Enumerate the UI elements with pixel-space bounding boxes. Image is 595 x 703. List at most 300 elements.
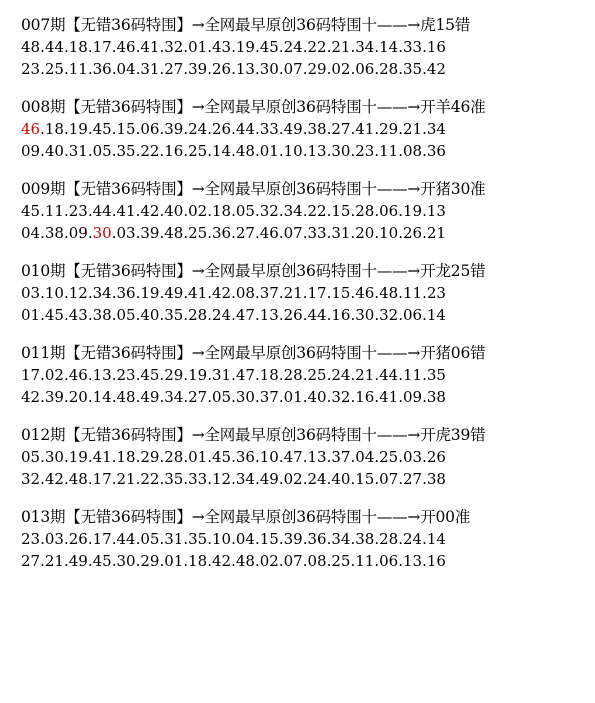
number-cell: 23 [355,142,375,160]
number-cell: 45 [259,38,279,56]
number-row [21,468,591,490]
number-separator: . [183,60,189,78]
number-cell: 34 [164,388,184,406]
number-cell: 24 [188,120,208,138]
number-separator: . [231,306,236,324]
number-cell: 47 [235,306,255,324]
number-separator: . [87,38,93,56]
number-cell: 05 [92,142,112,160]
number-separator: . [326,120,332,138]
number-cell: 21 [426,224,446,242]
period-block [21,424,591,490]
number-cell: 02 [331,60,351,78]
number-separator: . [207,142,212,160]
number-cell: 10 [283,142,303,160]
number-cell: 27 [164,60,184,78]
number-cell: 06 [379,202,399,220]
number-cell: 04 [355,448,375,466]
number-cell: 08 [403,142,423,160]
number-row [21,304,591,326]
number-separator: . [326,552,332,570]
number-cell: 32 [379,306,399,324]
number-separator: . [278,530,284,548]
number-cell: 35 [188,530,208,548]
number-cell: 31 [331,224,351,242]
number-cell: 48 [68,470,88,488]
number-separator: . [87,306,93,324]
number-separator: . [111,38,117,56]
number-cell: 28 [355,202,375,220]
number-separator: . [111,306,117,324]
number-separator: . [302,530,308,548]
number-separator: . [326,448,332,466]
number-separator: . [159,366,165,384]
number-separator: . [63,202,69,220]
number-separator: . [135,224,141,242]
number-separator: . [254,470,260,488]
number-cell: 15 [355,470,375,488]
number-separator: . [278,284,284,302]
number-separator: . [111,366,117,384]
number-separator: . [398,142,403,160]
number-cell: 44 [44,38,64,56]
number-cell: 08 [307,552,327,570]
number-separator: . [278,306,284,324]
number-cell: 26 [212,120,232,138]
number-separator: . [350,202,356,220]
number-separator: . [63,38,69,56]
number-cell: 15 [331,202,351,220]
number-separator: . [422,284,427,302]
number-cell: 20 [68,388,88,406]
number-separator: . [350,142,356,160]
number-separator: . [350,284,356,302]
number-separator: . [135,470,141,488]
number-cell: 39 [44,388,64,406]
number-separator: . [40,552,45,570]
number-cell: 12 [212,470,232,488]
number-separator: . [207,60,212,78]
number-cell: 31 [68,142,88,160]
number-cell: 46 [259,224,279,242]
number-cell: 28 [379,60,399,78]
number-cell: 48 [164,224,184,242]
number-separator: . [183,224,189,242]
number-cell: 32 [21,470,41,488]
number-cell: 21 [44,552,64,570]
number-separator: . [374,470,380,488]
number-cell: 01 [283,388,303,406]
number-cell: 25 [379,448,399,466]
number-separator: . [183,530,189,548]
number-cell: 30 [116,552,136,570]
number-separator: . [135,60,141,78]
number-separator: . [231,470,236,488]
number-cell: 30 [235,388,255,406]
number-cell: 29 [379,120,399,138]
number-separator: . [111,388,117,406]
number-cell: 39 [164,120,184,138]
number-separator: . [207,388,212,406]
number-cell: 04 [235,530,255,548]
number-separator: . [374,224,380,242]
number-separator: . [326,388,332,406]
number-separator: . [159,470,165,488]
number-cell: 42 [21,388,41,406]
number-cell: 21 [331,38,351,56]
number-cell: 07 [379,470,399,488]
number-cell: 44 [235,120,255,138]
period-block [21,178,591,244]
number-cell: 06 [403,306,423,324]
number-cell: 34 [283,202,303,220]
number-cell: 49 [68,552,88,570]
number-cell: 36 [235,448,255,466]
number-cell: 14 [426,306,446,324]
number-cell: 35 [426,366,446,384]
number-separator: . [398,366,403,384]
number-cell: 41 [188,284,208,302]
number-separator: . [111,530,117,548]
number-separator: . [326,306,332,324]
number-cell: 02 [259,552,279,570]
number-cell: 26 [426,448,446,466]
number-cell: 13 [92,366,112,384]
number-cell: 11 [403,284,423,302]
number-separator: . [40,60,45,78]
number-separator: . [398,306,403,324]
period-block [21,96,591,162]
number-cell: 07 [283,60,303,78]
number-separator: . [63,388,69,406]
number-separator: . [40,142,45,160]
number-separator: . [374,120,380,138]
number-separator: . [87,470,93,488]
number-separator: . [159,552,165,570]
number-cell: 19 [68,120,88,138]
number-separator: . [278,448,284,466]
number-separator: . [350,366,356,384]
number-cell: 24 [331,366,351,384]
number-separator: . [159,60,165,78]
number-separator: . [159,120,165,138]
number-separator: . [350,120,356,138]
number-separator: . [278,38,284,56]
number-cell: 23 [426,284,446,302]
number-cell: 26 [212,60,232,78]
number-cell: 15 [331,284,351,302]
number-cell: 30 [44,448,64,466]
number-separator: . [350,224,356,242]
number-separator: . [159,38,165,56]
number-cell: 17 [21,366,41,384]
number-separator: . [398,470,403,488]
number-separator: . [207,306,212,324]
period-header: 009期【无错36码特围】→全网最早原创36码特围十——→开猪30准 [21,180,486,198]
number-separator: . [398,38,403,56]
number-cell: 26 [68,530,88,548]
number-cell: 40 [44,142,64,160]
number-cell: 46 [116,38,136,56]
number-separator: . [231,388,236,406]
number-cell: 33 [259,120,279,138]
number-separator: . [278,388,284,406]
number-cell: 45 [140,366,160,384]
number-separator: . [254,202,260,220]
number-cell: 05 [140,530,160,548]
number-cell: 29 [140,552,160,570]
number-separator: . [231,224,236,242]
number-separator: . [350,38,356,56]
number-cell: 05 [235,202,255,220]
number-separator: . [111,224,117,242]
number-cell: 03 [116,224,136,242]
period-block [21,506,591,572]
number-separator: . [40,120,45,138]
number-cell: 36 [212,224,232,242]
number-cell: 25 [188,224,208,242]
number-separator: . [422,366,427,384]
number-separator: . [302,120,308,138]
number-separator: . [350,60,356,78]
number-separator: . [183,388,189,406]
number-separator: . [159,284,165,302]
number-cell: 10 [259,448,279,466]
number-cell: 25 [44,60,64,78]
number-row [21,446,591,468]
number-cell: 49 [140,388,160,406]
number-cell: 31 [164,530,184,548]
number-separator: . [135,120,141,138]
number-separator: . [302,388,308,406]
number-cell: 19 [403,202,423,220]
number-separator: . [302,60,308,78]
number-separator: . [87,224,93,242]
number-cell: 45 [92,120,112,138]
number-separator: . [207,38,212,56]
number-cell: 21 [355,366,375,384]
number-cell: 05 [116,306,136,324]
number-cell: 34 [92,284,112,302]
number-cell: 49 [283,120,303,138]
number-cell: 11 [355,552,375,570]
number-cell: 38 [355,530,375,548]
number-separator: . [40,448,45,466]
number-cell: 34 [235,470,255,488]
number-separator: . [159,306,165,324]
number-separator: . [398,448,403,466]
number-separator: . [87,60,93,78]
number-cell: 21 [283,284,303,302]
number-cell: 24 [403,530,423,548]
number-cell: 48 [235,552,255,570]
number-separator: . [326,530,332,548]
number-separator: . [302,470,308,488]
number-separator: . [40,202,45,220]
number-separator: . [254,306,260,324]
number-separator: . [422,552,427,570]
number-separator: . [135,388,141,406]
number-separator: . [231,120,236,138]
number-separator: . [159,530,165,548]
number-cell: 46 [68,366,88,384]
number-separator: . [63,142,69,160]
number-separator: . [350,530,356,548]
number-cell: 30 [355,306,375,324]
number-cell: 23 [116,366,136,384]
number-separator: . [422,448,427,466]
number-cell: 27 [403,470,423,488]
period-header: 007期【无错36码特围】→全网最早原创36码特围十——→虎15错 [21,16,471,34]
number-separator: . [63,60,69,78]
number-separator: . [422,60,427,78]
number-cell: 41 [379,388,399,406]
number-separator: . [326,202,332,220]
number-cell: 37 [331,448,351,466]
number-separator: . [231,38,236,56]
number-separator: . [231,530,236,548]
number-separator: . [302,284,308,302]
number-cell: 42 [212,552,232,570]
number-separator: . [254,530,260,548]
number-cell: 04 [116,60,136,78]
period-block [21,260,591,326]
number-row [21,528,591,550]
number-cell: 13 [259,306,279,324]
number-cell: 22 [140,470,160,488]
number-cell: 38 [92,306,112,324]
period-header: 013期【无错36码特围】→全网最早原创36码特围十——→开00准 [21,508,471,526]
number-cell: 38 [44,224,64,242]
number-cell: 32 [331,388,351,406]
number-separator: . [422,142,427,160]
period-block [21,342,591,408]
number-separator: . [183,120,189,138]
number-separator: . [87,530,93,548]
number-separator: . [63,284,69,302]
number-separator: . [207,202,212,220]
number-separator: . [87,552,93,570]
highlighted-number-cell: 30 [92,224,112,242]
number-cell: 25 [307,366,327,384]
number-separator: . [135,284,141,302]
number-cell: 38 [307,120,327,138]
number-cell: 34 [331,530,351,548]
number-separator: . [231,366,236,384]
lottery-prediction-list [21,14,591,588]
number-separator: . [63,448,69,466]
number-separator: . [374,448,380,466]
number-separator: . [398,202,403,220]
number-separator: . [183,552,189,570]
number-row [21,364,591,386]
number-separator: . [398,60,403,78]
period-header: 012期【无错36码特围】→全网最早原创36码特围十——→开虎39错 [21,426,486,444]
number-separator: . [350,552,356,570]
number-cell: 13 [307,142,327,160]
number-cell: 23 [68,202,88,220]
number-separator: . [87,448,93,466]
number-cell: 49 [259,470,279,488]
number-cell: 03 [403,448,423,466]
number-cell: 18 [68,38,88,56]
number-separator: . [278,120,284,138]
number-separator: . [422,470,427,488]
number-cell: 27 [235,224,255,242]
number-cell: 49 [164,284,184,302]
number-separator: . [422,38,427,56]
number-cell: 10 [379,224,399,242]
number-separator: . [302,202,308,220]
number-separator: . [302,38,308,56]
number-separator: . [63,470,69,488]
number-cell: 03 [21,284,41,302]
number-separator: . [326,366,332,384]
number-cell: 48 [116,388,136,406]
number-cell: 02 [44,366,64,384]
number-separator: . [422,120,427,138]
number-cell: 47 [235,366,255,384]
number-cell: 01 [164,552,184,570]
number-cell: 22 [140,142,160,160]
number-cell: 13 [235,60,255,78]
period-header: 011期【无错36码特围】→全网最早原创36码特围十——→开猪06错 [21,344,486,362]
number-cell: 28 [164,448,184,466]
number-separator: . [302,552,308,570]
number-separator: . [135,142,141,160]
number-separator: . [183,284,189,302]
number-separator: . [326,284,332,302]
number-cell: 09 [403,388,423,406]
number-cell: 24 [212,306,232,324]
number-cell: 44 [116,530,136,548]
number-cell: 44 [379,366,399,384]
number-cell: 36 [426,142,446,160]
number-separator: . [40,306,45,324]
number-separator: . [254,60,260,78]
number-cell: 14 [212,142,232,160]
number-separator: . [350,306,356,324]
number-row [21,36,591,58]
number-cell: 31 [140,60,160,78]
number-cell: 18 [259,366,279,384]
number-cell: 45 [212,448,232,466]
number-separator: . [254,120,260,138]
number-cell: 07 [283,224,303,242]
number-cell: 48 [21,38,41,56]
highlighted-number-cell: 46 [21,120,41,138]
number-cell: 42 [140,202,160,220]
number-row [21,200,591,222]
number-row [21,118,591,140]
number-cell: 42 [212,284,232,302]
number-separator: . [398,284,403,302]
number-separator: . [135,530,141,548]
number-cell: 36 [307,530,327,548]
number-cell: 18 [44,120,64,138]
number-separator: . [159,388,165,406]
number-cell: 13 [307,448,327,466]
number-separator: . [63,552,69,570]
number-cell: 22 [307,202,327,220]
number-separator: . [135,306,141,324]
period-header: 010期【无错36码特围】→全网最早原创36码特围十——→开龙25错 [21,262,486,280]
period-block [21,14,591,80]
number-cell: 20 [355,224,375,242]
number-cell: 10 [44,284,64,302]
number-separator: . [326,60,332,78]
number-separator: . [40,284,45,302]
